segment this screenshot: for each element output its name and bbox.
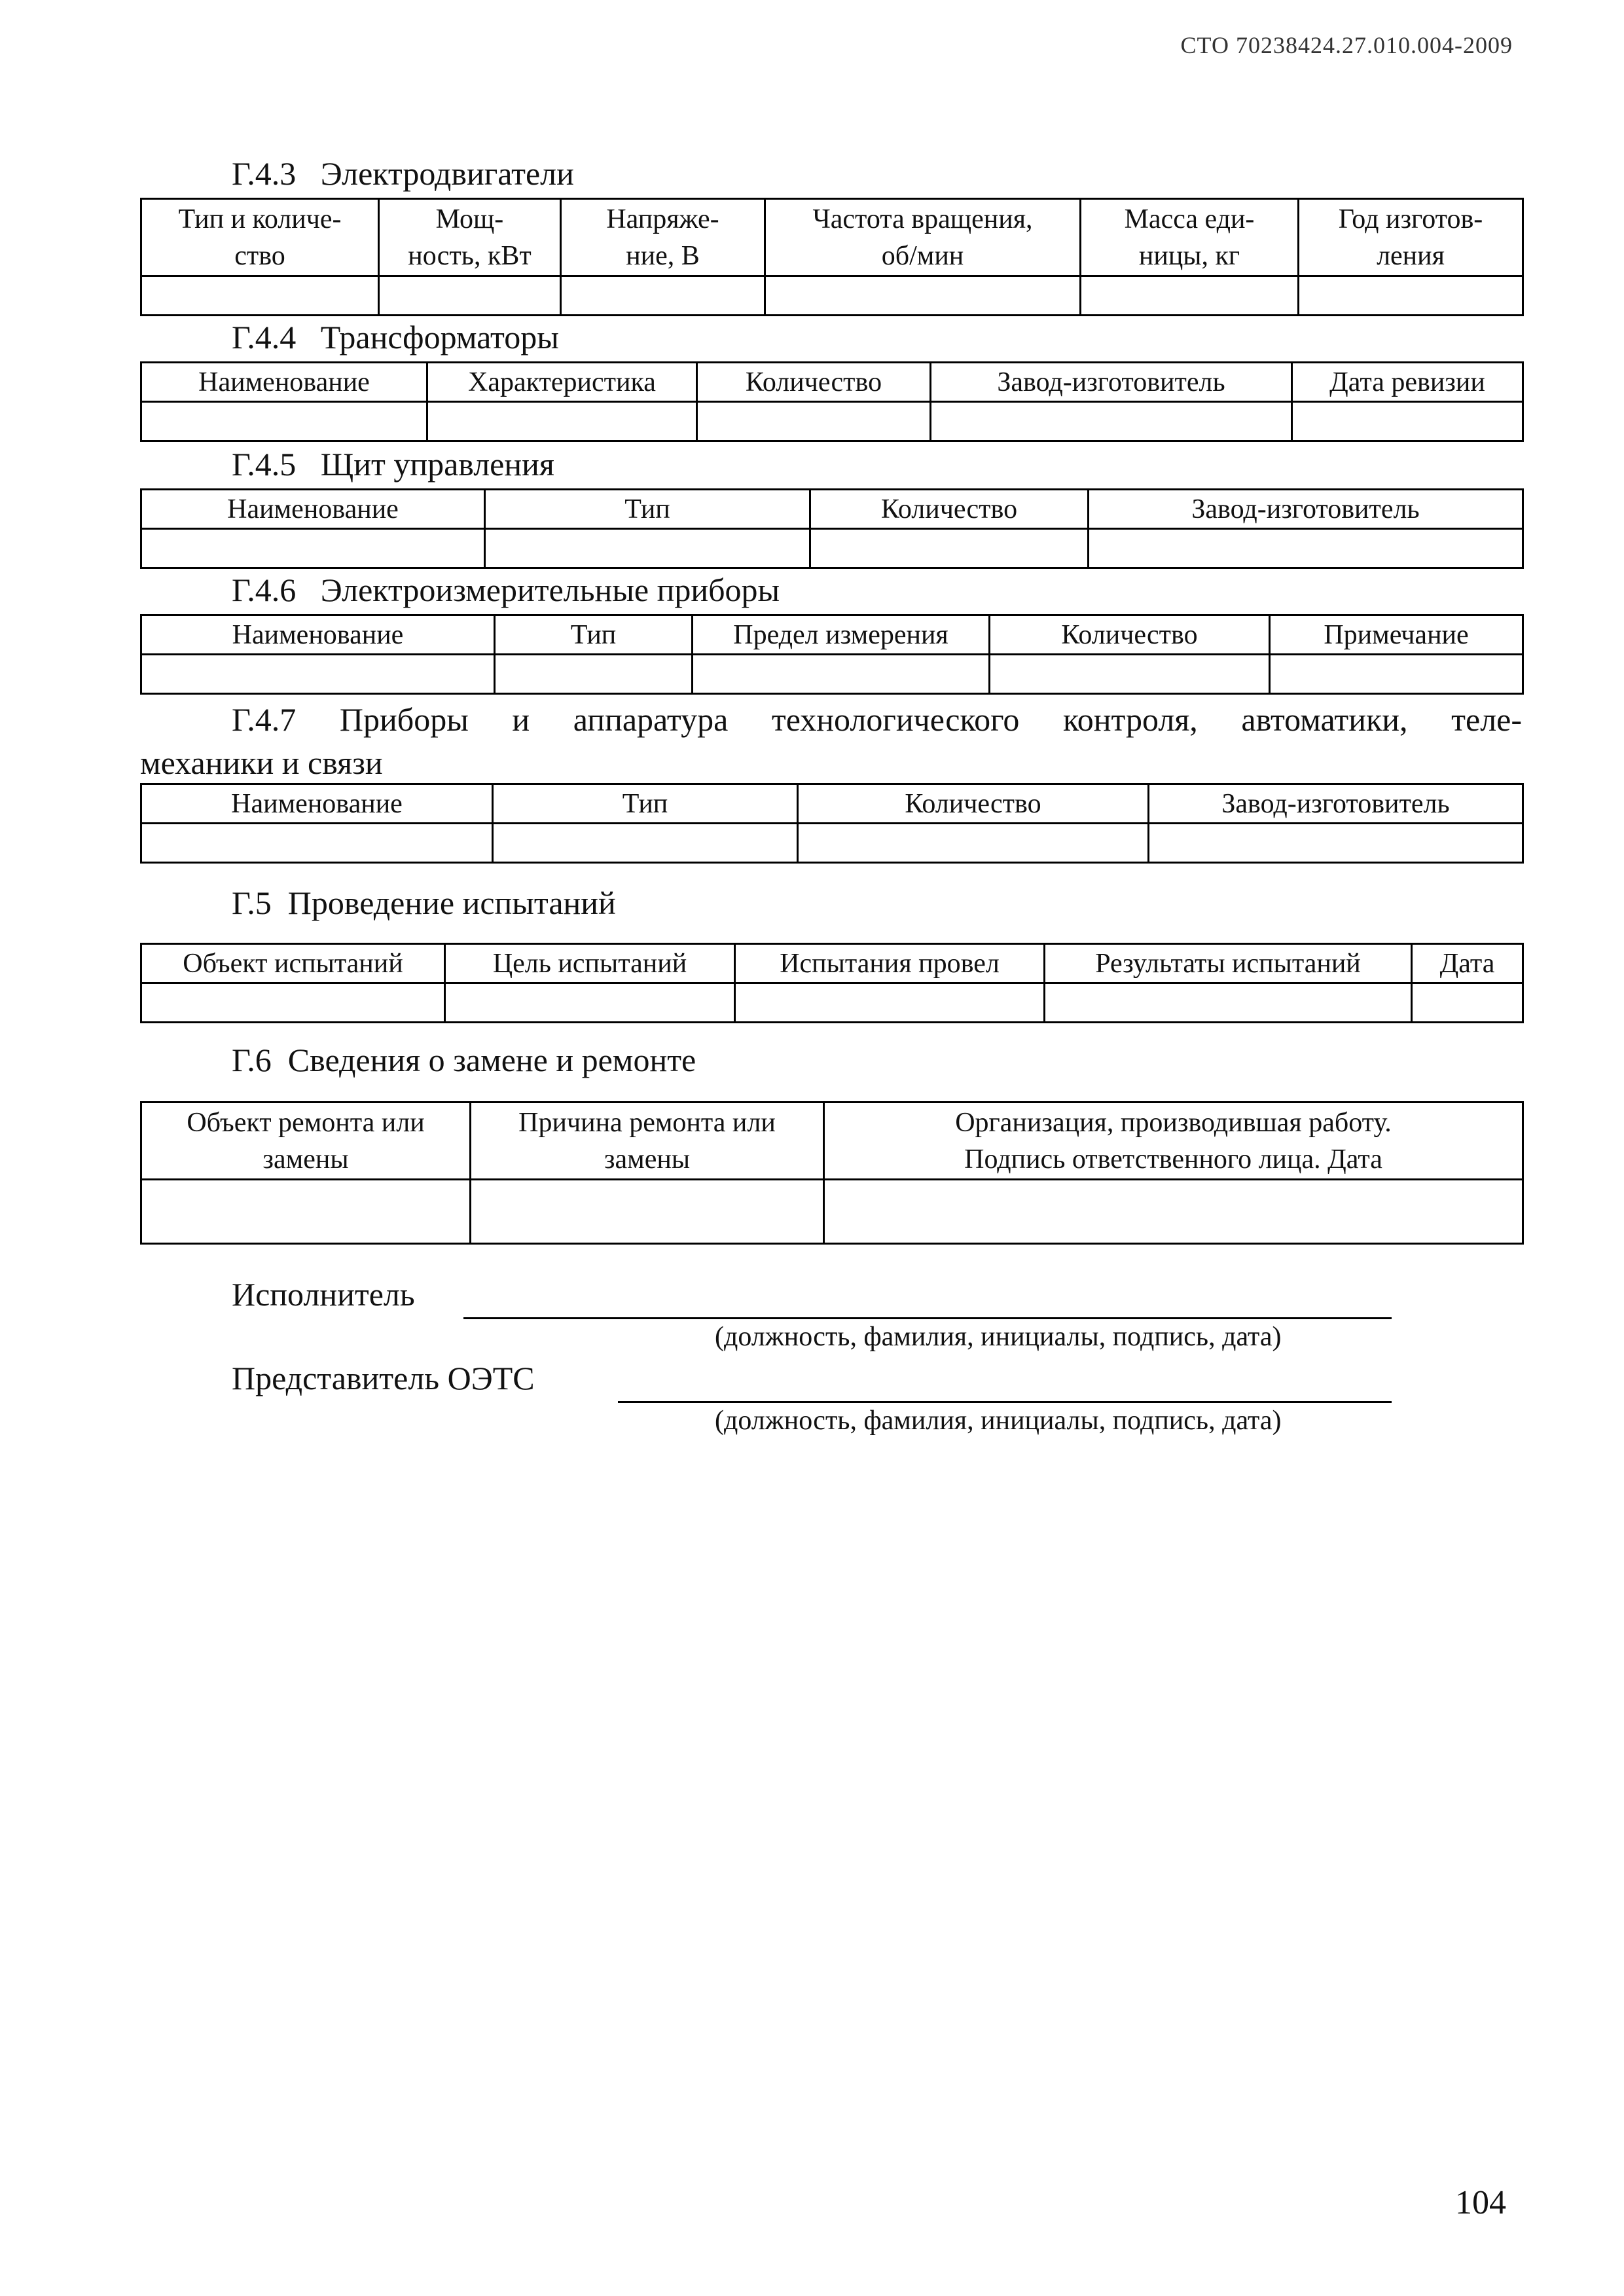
document-code: СТО 70238424.27.010.004-2009	[1180, 32, 1513, 58]
table-cell[interactable]	[493, 824, 798, 863]
col-header: Частота вращения, об/мин	[765, 199, 1081, 276]
table-control-panel	[140, 488, 1524, 569]
col-header: Объект ремонта или замены	[141, 1102, 471, 1180]
section-name: Проведение испытаний	[287, 884, 616, 921]
table-cell[interactable]	[495, 655, 693, 694]
col-header: Количество	[798, 784, 1149, 824]
table-cell[interactable]	[445, 983, 735, 1023]
col-header: Наименование	[141, 490, 485, 529]
section-name: Электродвигатели	[320, 155, 574, 192]
table-cell[interactable]	[1149, 824, 1523, 863]
section-title-g45	[232, 445, 554, 483]
col-header: Масса еди- ницы, кг	[1081, 199, 1299, 276]
executor-hint: (должность, фамилия, инициалы, подпись, дата)	[715, 1322, 1282, 1352]
table-cell[interactable]	[561, 276, 765, 316]
table-cell[interactable]	[471, 1180, 824, 1244]
table-cell[interactable]	[141, 402, 427, 441]
section-title-g47	[140, 698, 1522, 784]
col-header: Примечание	[1270, 615, 1523, 655]
section-title-g6	[232, 1041, 696, 1079]
section-number: Г.4.6	[232, 572, 297, 608]
section-number: Г.4.5	[232, 446, 297, 483]
table-cell[interactable]	[990, 655, 1270, 694]
col-header: Напряже- ние, В	[561, 199, 765, 276]
table-cell[interactable]	[379, 276, 561, 316]
executor-label: Исполнитель	[232, 1276, 415, 1313]
table-cell[interactable]	[798, 824, 1149, 863]
table-cell[interactable]	[141, 655, 495, 694]
table-cell[interactable]	[693, 655, 990, 694]
section-number: Г.6	[232, 1042, 272, 1078]
col-header: Предел измерения	[693, 615, 990, 655]
col-header: Завод-изготовитель	[1089, 490, 1523, 529]
col-header: Испытания провел	[735, 944, 1045, 983]
table-cell[interactable]	[485, 529, 810, 568]
col-header: Организация, производившая работу. Подпись ответственного лица. Дата	[824, 1102, 1523, 1180]
table-transformers	[140, 361, 1524, 442]
col-header: Тип	[495, 615, 693, 655]
col-header: Объект испытаний	[141, 944, 445, 983]
table-cell[interactable]	[1292, 402, 1523, 441]
table-automation	[140, 783, 1524, 864]
table-motors	[140, 198, 1524, 316]
col-header: Наименование	[141, 363, 427, 402]
col-header: Завод-изготовитель	[1149, 784, 1523, 824]
table-cell[interactable]	[735, 983, 1045, 1023]
section-name: Трансформаторы	[320, 319, 559, 355]
table-cell[interactable]	[141, 983, 445, 1023]
table-cell[interactable]	[1299, 276, 1523, 316]
representative-label: Представитель ОЭТС	[232, 1360, 535, 1396]
col-header: Тип и количе- ство	[141, 199, 379, 276]
col-header: Наименование	[141, 784, 493, 824]
section-number: Г.5	[232, 884, 272, 921]
col-header: Год изготов- ления	[1299, 199, 1523, 276]
col-header: Количество	[697, 363, 931, 402]
table-cell[interactable]	[141, 824, 493, 863]
table-cell[interactable]	[1045, 983, 1412, 1023]
col-header: Тип	[485, 490, 810, 529]
section-title-g5	[232, 884, 616, 922]
table-meters	[140, 614, 1524, 695]
col-header: Количество	[990, 615, 1270, 655]
section-title-g44	[232, 318, 559, 356]
col-header: Завод-изготовитель	[931, 363, 1292, 402]
col-header: Мощ- ность, кВт	[379, 199, 561, 276]
section-title-g46	[232, 571, 780, 609]
table-cell[interactable]	[1089, 529, 1523, 568]
table-cell[interactable]	[1081, 276, 1299, 316]
col-header: Цель испытаний	[445, 944, 735, 983]
table-cell[interactable]	[697, 402, 931, 441]
col-header: Характеристика	[427, 363, 697, 402]
section-title-line: механики и связи	[140, 744, 383, 781]
table-tests	[140, 943, 1524, 1023]
col-header: Причина ремонта или замены	[471, 1102, 824, 1180]
col-header: Тип	[493, 784, 798, 824]
section-title-g43	[232, 155, 574, 192]
executor-signature-line[interactable]	[463, 1317, 1392, 1319]
section-number: Г.4.3	[232, 155, 297, 192]
table-cell[interactable]	[765, 276, 1081, 316]
table-cell[interactable]	[141, 1180, 471, 1244]
section-title-line: Г.4.7 Приборы и аппаратура технологического контроля, автоматики, теле-	[232, 701, 1522, 738]
table-cell[interactable]	[141, 529, 485, 568]
col-header: Дата ревизии	[1292, 363, 1523, 402]
table-cell[interactable]	[141, 276, 379, 316]
section-name: Щит управления	[320, 446, 554, 483]
col-header: Результаты испытаний	[1045, 944, 1412, 983]
page-number: 104	[1455, 2184, 1506, 2221]
col-header: Количество	[810, 490, 1089, 529]
section-number: Г.4.4	[232, 319, 297, 355]
table-cell[interactable]	[427, 402, 697, 441]
table-cell[interactable]	[810, 529, 1089, 568]
table-cell[interactable]	[1412, 983, 1523, 1023]
table-cell[interactable]	[1270, 655, 1523, 694]
table-repairs	[140, 1101, 1524, 1245]
section-name: Электроизмерительные приборы	[320, 572, 780, 608]
table-cell[interactable]	[824, 1180, 1523, 1244]
table-cell[interactable]	[931, 402, 1292, 441]
col-header: Наименование	[141, 615, 495, 655]
col-header: Дата	[1412, 944, 1523, 983]
representative-hint: (должность, фамилия, инициалы, подпись, дата)	[715, 1406, 1282, 1436]
section-name: Сведения о замене и ремонте	[287, 1042, 696, 1078]
representative-signature-line[interactable]	[618, 1401, 1392, 1403]
